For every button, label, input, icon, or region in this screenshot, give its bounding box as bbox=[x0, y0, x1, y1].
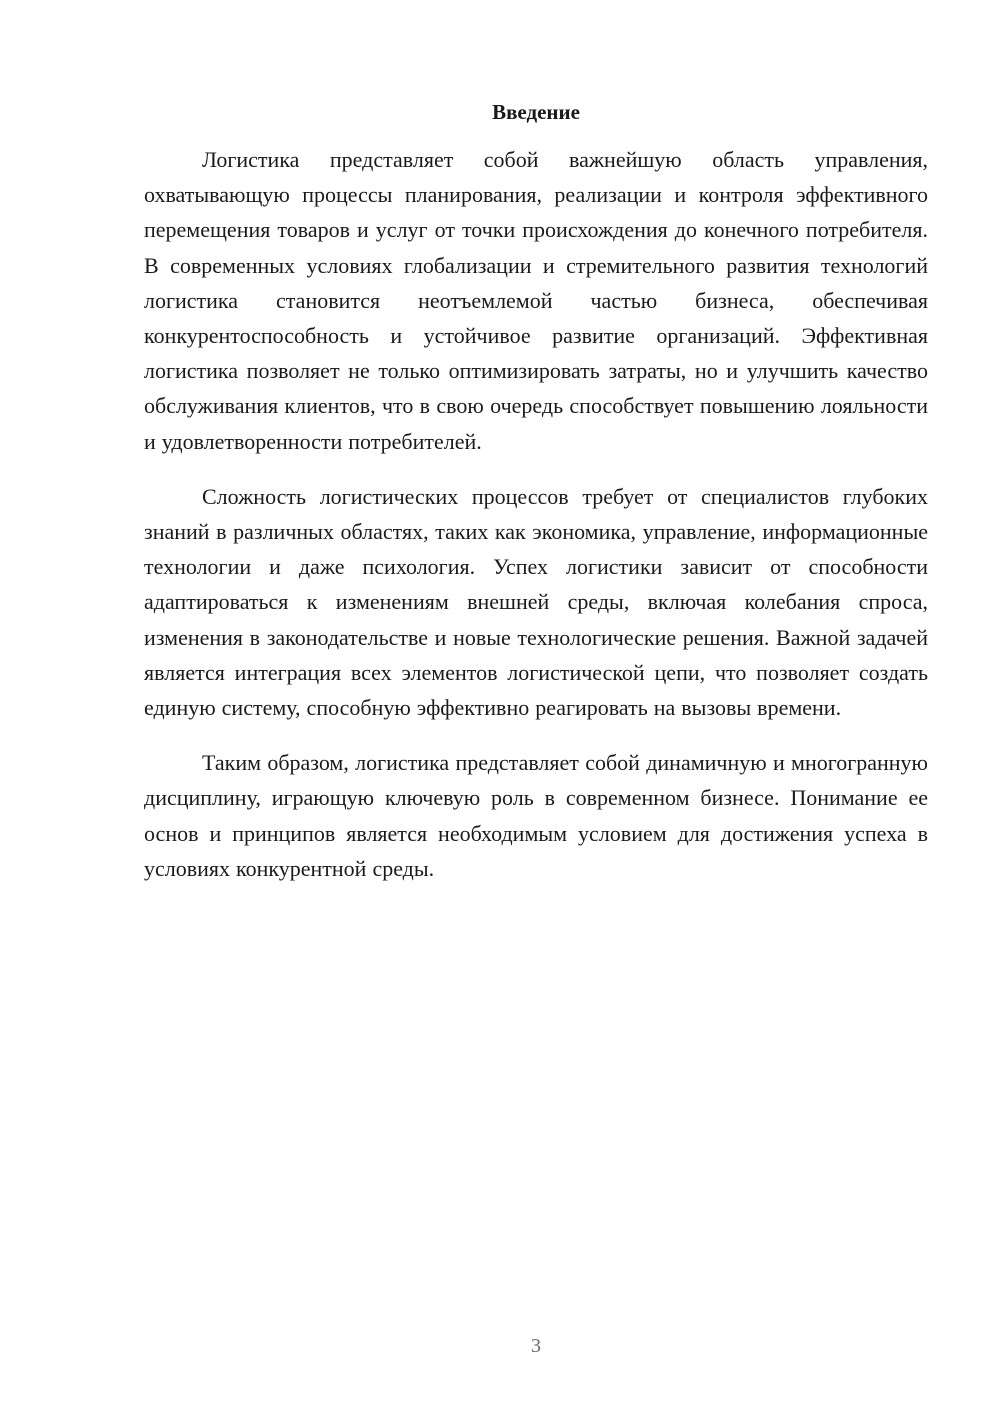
section-title: Введение bbox=[492, 100, 580, 124]
paragraph-3: Таким образом, логистика представляет собой динамичную и многогранную дисциплину, играющую ключевую роль в современном бизнесе. Понимание ее основ и принципов является необходимым условием для достижения успеха в условиях конкурентной среды. bbox=[144, 750, 928, 881]
paragraph-1: Логистика представляет собой важнейшую область управления, охватывающую процессы планирования, реализации и контроля эффективного перемещения товаров и услуг от точки происхождения до конечного потребителя. В современных условиях глобализации и стремительного развития технологий логистика становится неотъемлемой частью бизнеса, обеспечивая конкурентоспособность и устойчивое развитие организаций. Эффективная логистика позволяет не только оптимизировать затраты, но и улучшить качество обслуживания клиентов, что в свою очередь способствует повышению лояльности и удовлетворенности потребителей. bbox=[144, 147, 928, 454]
body-text bbox=[144, 142, 928, 906]
paragraph-2: Сложность логистических процессов требует от специалистов глубоких знаний в различных областях, таких как экономика, управление, информационные технологии и даже психология. Успех логистики зависит от способности адаптироваться к изменениям внешней среды, включая колебания спроса, изменения в законодательстве и новые технологические решения. Важной задачей является интеграция всех элементов логистической цепи, что позволяет создать единую систему, способную эффективно реагировать на вызовы времени. bbox=[144, 483, 928, 721]
page-number: 3 bbox=[531, 1335, 541, 1357]
